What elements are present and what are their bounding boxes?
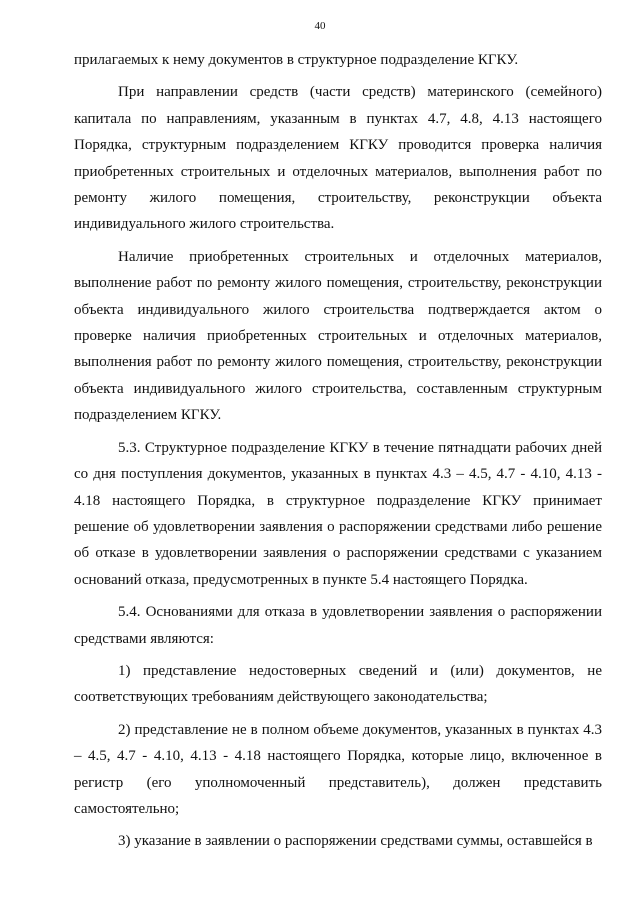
- list-item-2: 2) представление не в полном объеме документов, указанных в пунктах 4.3 – 4.5, 4.7 - 4.10, 4.13 - 4.18 настоящего Порядка, которые лицо, включенное в регистр (его уполномоченный представитель), должен представить самостоятельно;: [74, 721, 602, 817]
- list-item-3: 3) указание в заявлении о распоряжении средствами суммы, оставшейся в: [118, 833, 593, 850]
- list-item-1: 1) представление недостоверных сведений и (или) документов, не соответствующих требованиям действующего законодательства;: [74, 662, 602, 706]
- page-number: 40: [314, 20, 326, 32]
- paragraph-material-capital-check: При направлении средств (части средств) материнского (семейного) капитала по направлениям, указанным в пунктах 4.7, 4.8, 4.13 настоящего Порядка, структурным подразделением КГКУ проводится проверка наличия приобретенных строительных и отделочных материалов, выполнения работ по ремонту жилого помещения, строительству, реконструкции объекта индивидуального жилого строительства.: [74, 84, 602, 233]
- document-body: [74, 47, 602, 855]
- paragraph-continuation: прилагаемых к нему документов в структурное подразделение КГКУ.: [74, 52, 519, 68]
- paragraph-inspection-act: Наличие приобретенных строительных и отделочных материалов, выполнение работ по ремонту жилого помещения, строительству, реконструкции объекта индивидуального жилого строительства подтверждается актом о проверке наличия приобретенных строительных и отделочных материалов, выполнения работ по ремонту жилого помещения, строительству, реконструкции объекта индивидуального жилого строительства, составленным структурным подразделением КГКУ.: [74, 248, 602, 424]
- paragraph-5-3: 5.3. Структурное подразделение КГКУ в течение пятнадцати рабочих дней со дня поступления документов, указанных в пунктах 4.3 – 4.5, 4.7 - 4.10, 4.13 - 4.18 настоящего Порядка, в структурное подразделение КГКУ принимает решение об удовлетворении заявления о распоряжении средствами либо решение об отказе в удовлетворении заявления о распоряжении средствами с указанием оснований отказа, предусмотренных в пункте 5.4 настоящего Порядка.: [74, 439, 602, 588]
- paragraph-5-4: 5.4. Основаниями для отказа в удовлетворении заявления о распоряжении средствами являются:: [74, 604, 602, 647]
